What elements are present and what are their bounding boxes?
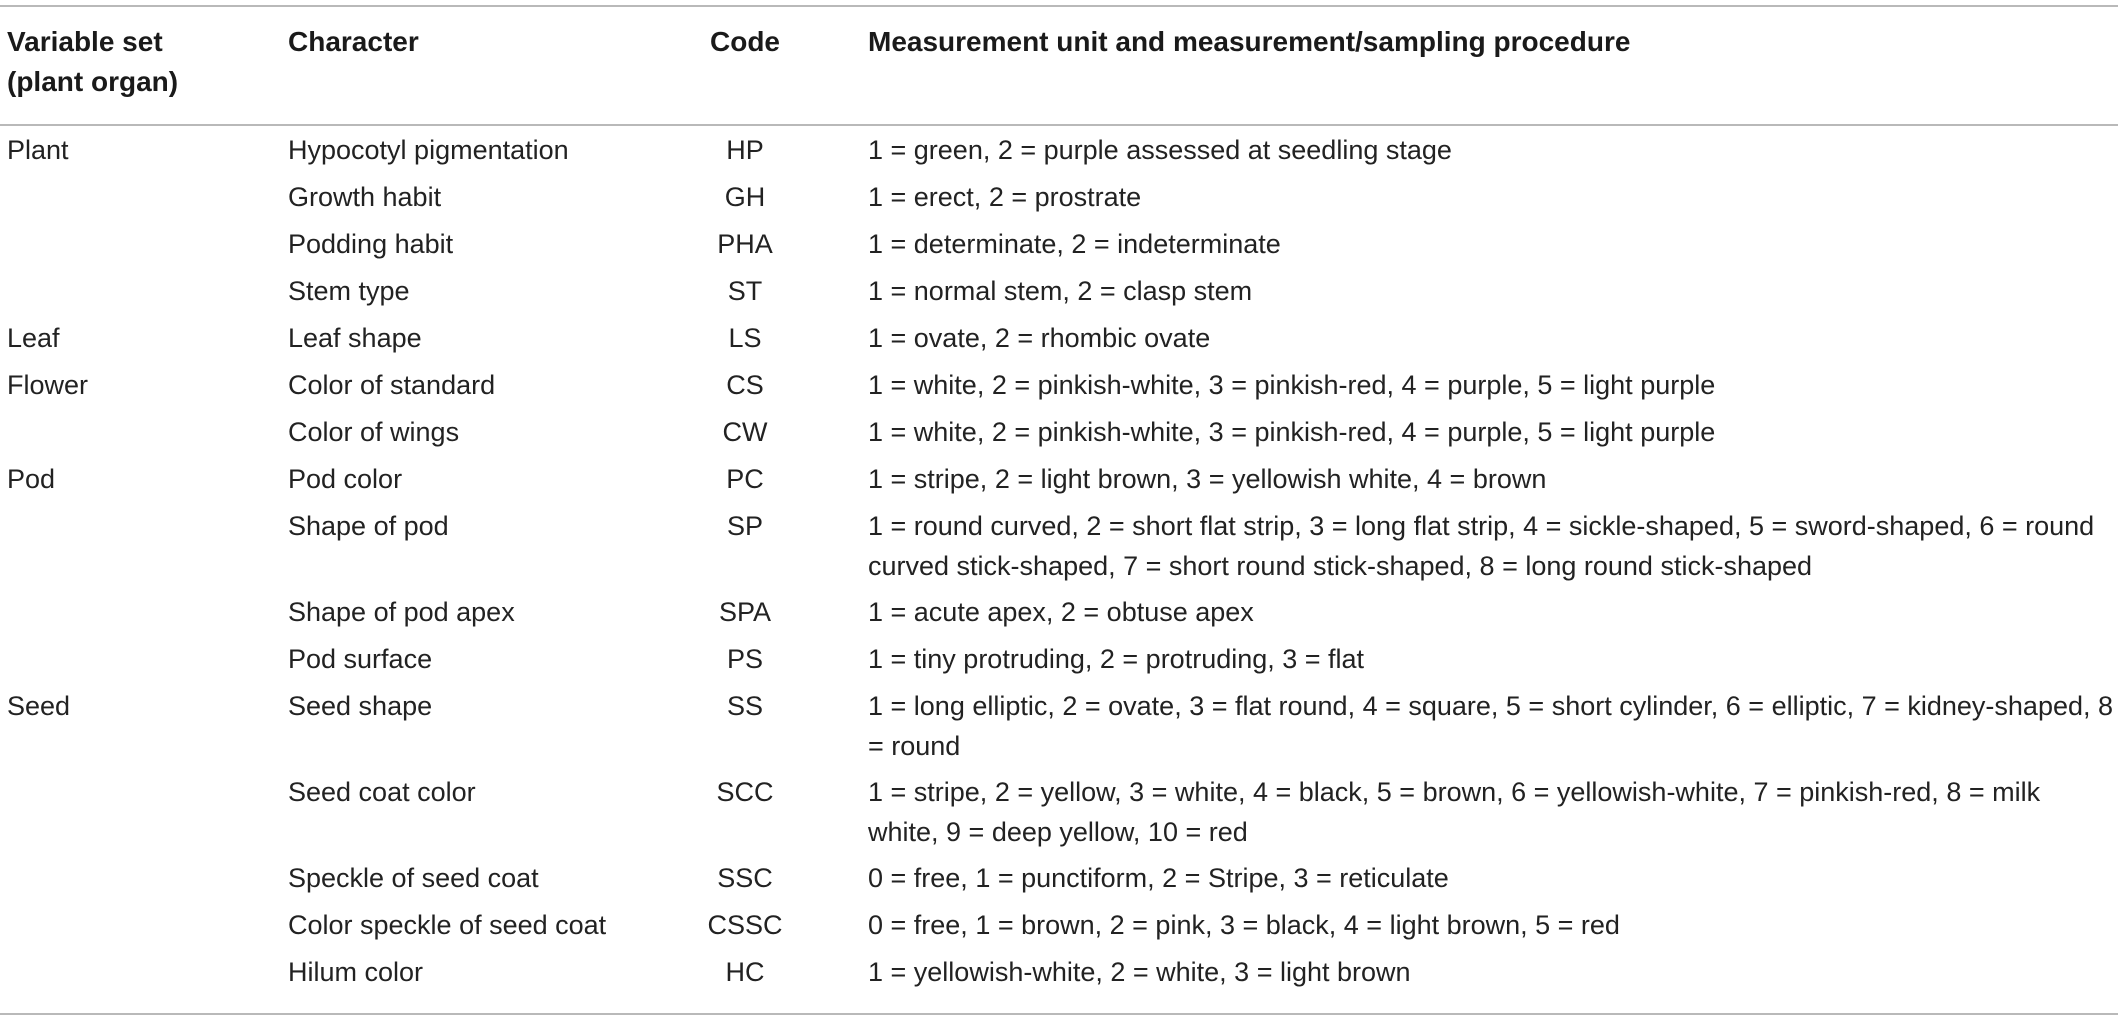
table-row (0, 177, 2118, 224)
cell-code: PHA (717, 229, 773, 259)
header-variable-set-line1: Variable set (7, 26, 163, 57)
cell-variable-set (0, 592, 288, 639)
cell-code: CS (726, 370, 764, 400)
header-procedure: Measurement unit and measurement/sampling procedure (868, 26, 1631, 57)
cell-procedure: 1 = acute apex, 2 = obtuse apex (868, 597, 1254, 627)
cell-code: CW (722, 417, 768, 447)
table-row (0, 772, 2118, 858)
cell-procedure: 0 = free, 1 = punctiform, 2 = Stripe, 3 = reticulate (868, 863, 1449, 893)
cell-character: Shape of pod apex (288, 597, 515, 627)
cell-spacer (790, 271, 868, 318)
cell-code: LS (728, 323, 762, 353)
cell-character: Hypocotyl pigmentation (288, 135, 569, 165)
cell-spacer (790, 130, 868, 177)
cell-character: Speckle of seed coat (288, 863, 539, 893)
cell-spacer (790, 318, 868, 365)
cell-spacer (790, 905, 868, 952)
header-code: Code (710, 26, 780, 57)
cell-character: Color of standard (288, 370, 496, 400)
table-row (0, 506, 2118, 592)
cell-code: HP (726, 135, 764, 165)
cell-code: PC (726, 464, 764, 494)
table-row (0, 858, 2118, 905)
cell-code: ST (727, 276, 763, 306)
cell-procedure: 1 = yellowish-white, 2 = white, 3 = light brown (868, 957, 1411, 987)
cell-variable-set (0, 952, 288, 999)
cell-code: SPA (718, 597, 772, 627)
cell-code: SP (726, 511, 764, 541)
table-row (0, 318, 2118, 365)
cell-procedure: 1 = long elliptic, 2 = ovate, 3 = flat round, 4 = square, 5 = short cylinder, 6 = elliptic, 7 = kidney-shaped, 8 = round (868, 691, 2114, 761)
table-header-rule (0, 124, 2118, 126)
cell-character: Pod surface (288, 644, 433, 674)
table-row (0, 459, 2118, 506)
cell-character: Hilum color (288, 957, 424, 987)
cell-procedure: 1 = normal stem, 2 = clasp stem (868, 276, 1253, 306)
table-row (0, 412, 2118, 459)
cell-variable-set: Flower (7, 370, 89, 400)
cell-spacer (790, 592, 868, 639)
cell-variable-set (0, 177, 288, 224)
cell-code: HC (725, 957, 765, 987)
cell-character: Shape of pod (288, 511, 449, 541)
header-character: Character (288, 26, 419, 57)
cell-procedure: 1 = green, 2 = purple assessed at seedling stage (868, 135, 1452, 165)
cell-character: Podding habit (288, 229, 454, 259)
table-row (0, 639, 2118, 686)
cell-variable-set (0, 639, 288, 686)
cell-spacer (790, 459, 868, 506)
cell-character: Growth habit (288, 182, 442, 212)
character-table (0, 130, 2118, 999)
cell-spacer (790, 506, 868, 592)
cell-procedure: 1 = round curved, 2 = short flat strip, 3 = long flat strip, 4 = sickle-shaped, 5 = sword-shaped, 6 = round curved stick-shaped, 7 = short round stick-shaped, 8 = long round stick-shaped (868, 511, 2095, 581)
cell-spacer (790, 177, 868, 224)
cell-character: Color speckle of seed coat (288, 910, 607, 940)
table-body (0, 130, 2118, 999)
cell-spacer (790, 686, 868, 772)
cell-variable-set: Leaf (7, 323, 60, 353)
cell-variable-set: Plant (7, 135, 69, 165)
cell-procedure: 1 = erect, 2 = prostrate (868, 182, 1142, 212)
cell-character: Pod color (288, 464, 403, 494)
cell-code: SCC (716, 777, 774, 807)
cell-variable-set (0, 506, 288, 592)
cell-variable-set (0, 905, 288, 952)
cell-spacer (790, 365, 868, 412)
cell-variable-set (0, 772, 288, 858)
cell-spacer (790, 952, 868, 999)
cell-procedure: 1 = ovate, 2 = rhombic ovate (868, 323, 1211, 353)
cell-character: Seed shape (288, 691, 433, 721)
cell-variable-set: Pod (7, 464, 56, 494)
cell-spacer (790, 412, 868, 459)
cell-spacer (790, 639, 868, 686)
cell-variable-set (0, 858, 288, 905)
cell-procedure: 1 = white, 2 = pinkish-white, 3 = pinkish-red, 4 = purple, 5 = light purple (868, 370, 1716, 400)
header-variable-set (7, 22, 267, 102)
cell-variable-set (0, 224, 288, 271)
cell-character: Seed coat color (288, 777, 476, 807)
table-row (0, 592, 2118, 639)
cell-spacer (790, 224, 868, 271)
table-row (0, 365, 2118, 412)
cell-code: SSC (717, 863, 773, 893)
cell-character: Color of wings (288, 417, 460, 447)
table-row (0, 130, 2118, 177)
table-top-rule (0, 5, 2118, 7)
cell-procedure: 1 = stripe, 2 = yellow, 3 = white, 4 = black, 5 = brown, 6 = yellowish-white, 7 = pinkish-red, 8 = milk white, 9 = deep yellow, 10 = red (868, 777, 2041, 847)
table-row (0, 271, 2118, 318)
table-row (0, 224, 2118, 271)
table-row (0, 905, 2118, 952)
cell-variable-set (0, 412, 288, 459)
cell-variable-set: Seed (7, 691, 71, 721)
table-bottom-rule (0, 1013, 2118, 1015)
cell-procedure: 1 = stripe, 2 = light brown, 3 = yellowish white, 4 = brown (868, 464, 1547, 494)
cell-character: Stem type (288, 276, 410, 306)
cell-code: SS (726, 691, 764, 721)
cell-spacer (790, 858, 868, 905)
cell-variable-set (0, 271, 288, 318)
cell-code: PS (726, 644, 764, 674)
cell-procedure: 1 = tiny protruding, 2 = protruding, 3 = flat (868, 644, 1365, 674)
cell-spacer (790, 772, 868, 858)
cell-procedure: 0 = free, 1 = brown, 2 = pink, 3 = black, 4 = light brown, 5 = red (868, 910, 1620, 940)
cell-procedure: 1 = white, 2 = pinkish-white, 3 = pinkish-red, 4 = purple, 5 = light purple (868, 417, 1716, 447)
header-variable-set-line2: (plant organ) (7, 66, 179, 97)
cell-procedure: 1 = determinate, 2 = indeterminate (868, 229, 1281, 259)
cell-character: Leaf shape (288, 323, 422, 353)
cell-code: GH (724, 182, 766, 212)
cell-code: CSSC (707, 910, 783, 940)
table-row (0, 686, 2118, 772)
table-row (0, 952, 2118, 999)
